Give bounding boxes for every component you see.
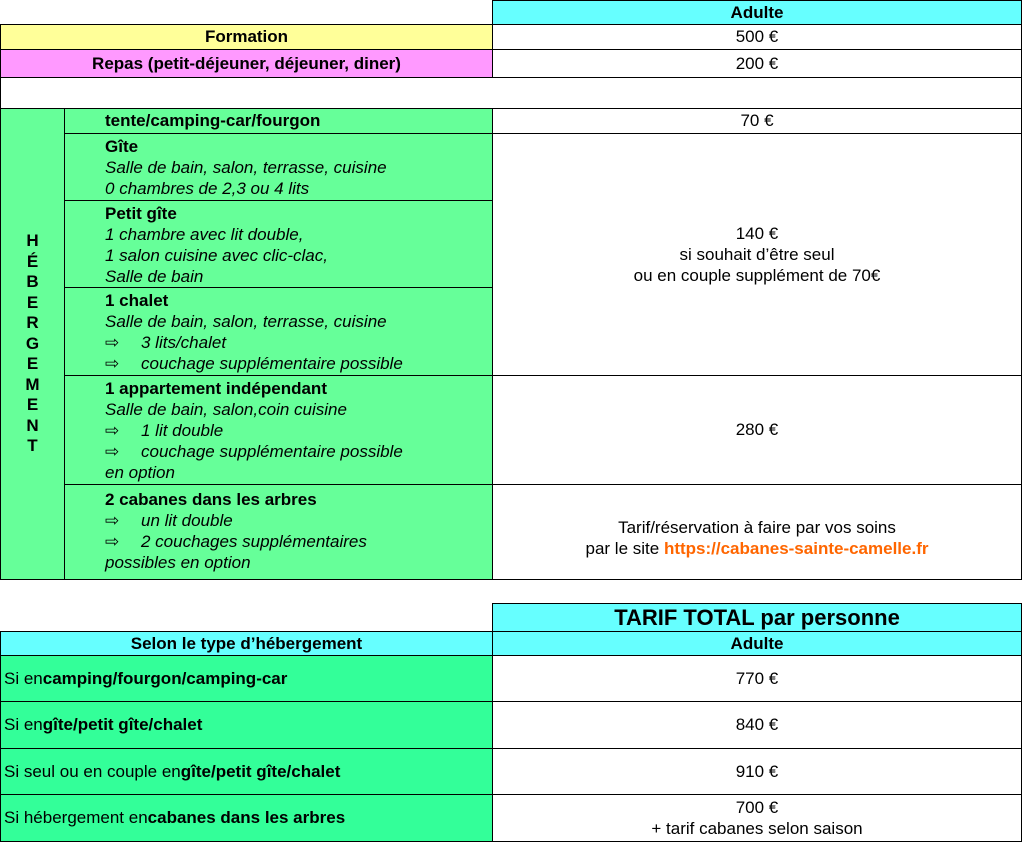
vertical-letter: E <box>26 395 39 415</box>
gite-group-price-main: 140 € <box>735 224 779 243</box>
total-row-bold: camping/fourgon/camping-car <box>42 668 288 688</box>
total-right-header: Adulte <box>492 631 1022 656</box>
total-row-prefix: Si en <box>4 715 43 734</box>
petit-gite-line: 1 salon cuisine avec clic-clac, <box>105 246 328 265</box>
cabanes-bullet <box>105 510 492 531</box>
appartement-price: 280 € <box>492 375 1022 485</box>
camping-price: 70 € <box>492 108 1022 134</box>
arrow-right-icon: ⇨ <box>105 333 120 352</box>
total-row-bold: cabanes dans les arbres <box>147 808 346 827</box>
chalet-bullet <box>105 332 492 353</box>
adulte-header: Adulte <box>492 0 1022 25</box>
gite-chambres-text: chambres de 2,3 ou 4 lits <box>114 179 310 198</box>
cabanes-price-site <box>586 538 929 559</box>
gite-group-price-note: si souhait d’être seul <box>679 245 835 264</box>
total-row-prefix: Si seul ou en couple en <box>4 761 181 781</box>
repas-price: 200 € <box>492 49 1022 78</box>
cabanes-title: 2 cabanes dans les arbres <box>105 490 317 509</box>
gite-chambres-num: 0 <box>105 179 115 198</box>
appartement-bullet-text: couchage supplémentaire possible <box>141 442 403 461</box>
total-row-label <box>0 655 493 702</box>
total-row-price: 770 € <box>492 655 1022 702</box>
vertical-letter: G <box>25 333 40 353</box>
cabanes-line: possibles en option <box>105 553 251 572</box>
total-row-price: 840 € <box>492 701 1022 749</box>
total-left-header: Selon le type d’hébergement <box>0 631 493 656</box>
total-row-label <box>0 794 493 842</box>
petit-gite-line: 1 chambre avec lit double, <box>105 225 304 244</box>
arrow-right-icon: ⇨ <box>105 421 120 440</box>
cabanes-bullet <box>105 531 492 552</box>
total-row-bold: gîte/petit gîte/chalet <box>180 761 341 781</box>
formation-price: 500 € <box>492 24 1022 50</box>
appartement-description <box>64 375 493 485</box>
arrow-right-icon: ⇨ <box>105 354 120 373</box>
chalet-bullet <box>105 353 492 374</box>
petit-gite-description <box>64 200 493 288</box>
gite-title: Gîte <box>105 137 139 156</box>
appartement-bullet-text: 1 lit double <box>141 421 224 440</box>
arrow-right-icon: ⇨ <box>105 442 120 461</box>
cabanes-price-line: Tarif/réservation à faire par vos soins <box>618 518 896 537</box>
gite-chambres <box>105 178 492 199</box>
appartement-bullet <box>105 420 492 441</box>
arrow-right-icon: ⇨ <box>105 511 120 530</box>
vertical-letter: T <box>27 436 38 456</box>
chalet-line: Salle de bain, salon, terrasse, cuisine <box>105 312 387 331</box>
cabanes-bullet-text: 2 couchages supplémentaires <box>141 532 367 551</box>
spacer-row <box>0 77 1022 109</box>
gite-description <box>64 133 493 201</box>
chalet-description <box>64 287 493 376</box>
petit-gite-line: Salle de bain <box>105 267 204 286</box>
vertical-letter: N <box>26 415 39 435</box>
total-row-prefix: Si hébergement en <box>4 808 148 827</box>
appartement-title: 1 appartement indépendant <box>105 379 327 398</box>
total-row-label <box>0 701 493 749</box>
total-row-price <box>492 794 1022 842</box>
total-row-price-main: 700 € <box>735 798 779 817</box>
total-row-price-note: + tarif cabanes selon saison <box>651 819 863 838</box>
chalet-title: 1 chalet <box>105 291 169 310</box>
hebergement-vertical-label <box>0 108 65 580</box>
camping-label-text: tente/camping-car/fourgon <box>105 111 321 130</box>
cabanes-description <box>64 484 493 580</box>
appartement-bullet <box>105 441 492 462</box>
total-title-text: TARIF TOTAL par personne <box>614 604 900 630</box>
chalet-bullet-text: 3 lits/chalet <box>141 333 227 352</box>
vertical-letter: E <box>26 354 39 374</box>
gite-group-price <box>492 133 1022 376</box>
appartement-line: en option <box>105 463 175 482</box>
cabanes-bullet-text: un lit double <box>141 511 233 530</box>
chalet-bullet-text: couchage supplémentaire possible <box>141 354 403 373</box>
petit-gite-title: Petit gîte <box>105 204 177 223</box>
vertical-letter: E <box>26 292 39 312</box>
cabanes-website-link[interactable]: https://cabanes-sainte-camelle.fr <box>663 539 929 558</box>
vertical-letter: M <box>25 374 40 394</box>
arrow-right-icon: ⇨ <box>105 532 120 551</box>
vertical-letter: R <box>26 313 39 333</box>
vertical-letter: H <box>26 231 39 251</box>
gite-group-price-note: ou en couple supplément de 70€ <box>633 266 881 285</box>
gite-line: Salle de bain, salon, terrasse, cuisine <box>105 158 387 177</box>
cabanes-price-prefix: par le site <box>585 539 664 558</box>
total-row-bold: gîte/petit gîte/chalet <box>42 715 203 734</box>
repas-label: Repas (petit-déjeuner, déjeuner, diner) <box>0 49 493 78</box>
vertical-letter: É <box>26 251 39 271</box>
formation-label: Formation <box>0 24 493 50</box>
cabanes-price <box>492 484 1022 580</box>
total-title <box>492 603 1022 632</box>
appartement-line: Salle de bain, salon,coin cuisine <box>105 400 347 419</box>
total-row-price: 910 € <box>492 748 1022 795</box>
vertical-letter: B <box>26 272 39 292</box>
total-row-label <box>0 748 493 795</box>
total-row-prefix: Si en <box>4 668 43 688</box>
camping-label <box>64 108 493 134</box>
